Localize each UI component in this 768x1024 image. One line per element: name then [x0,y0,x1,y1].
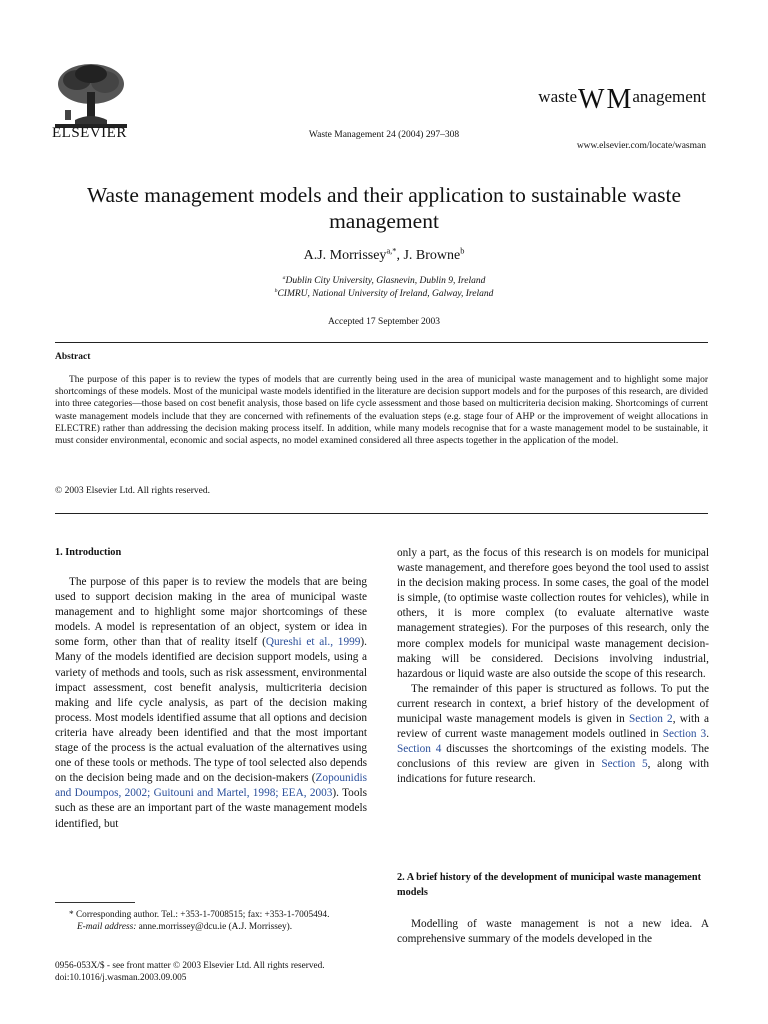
article-title: Waste management models and their application to sustainable waste management [86,183,682,233]
affiliation-b [0,288,768,301]
intro-paragraph-2 [397,682,709,788]
journal-citation: Waste Management 24 (2004) 297–308 [308,130,460,140]
journal-logo-m: M [606,84,632,115]
affiliation-b-text: CIMRU, National University of Ireland, Galway, Ireland [277,289,494,299]
author-separator: , [396,248,404,263]
intro-text-b: ). Many of the models identified are decision support models, using a variety of methods and tools, such as risk assessment, environmental impact assessment, cost benefit analysis, multicriteria decision making and life cycle analysis, as part of the decision making process. Most models identified assume that all options and decision criteria have already been identified and that the most important stage of the process is the actual evaluation of the alternatives using one of these tools or methods. The type of tool selected also depends on the decision being made and on the decision-makers ( [55,636,367,785]
section-2-paragraph-1: Modelling of waste management is not a new idea. A comprehensive summary of the models developed in the [397,918,709,946]
affiliation-a-text: Dublin City University, Glasnevin, Dublin 9, Ireland [285,276,486,286]
author-morrissey: A.J. Morrissey [303,248,387,263]
affiliation-b-mark: b [274,287,278,294]
abstract-text: The purpose of this paper is to review the types of models that are currently being used in the area of municipal waste management and to highlight some major shortcomings of these models. Most of the municipal waste models identified in the literature are decision support models and for the purposes of this research, are divided into three categories—those based on cost benefit analysis, those based on life cycle assessment and those based on multicriteria decision making. Shortcomings of current waste management models include that they are concerned with refinements of the evaluation steps (e.g. stage four of AHP or the improvement of weight allocations in ELECTRE) rather than addressing the decision making process itself. In addition, while many models recognise that for a waste management model to be sustainable, it must consider environmental, economic and social aspects, no model examined considered all three aspects together in the application of the model. [55,375,708,447]
journal-logo-w: W [578,84,605,115]
section-4-link[interactable]: Section 4 [397,743,442,756]
footnote-rule [55,902,135,903]
intro-text-c: ). Tools such as these are an important part of the waste management models identified, but [55,787,368,830]
section-5-link[interactable]: Section 5 [601,758,648,771]
elsevier-tree-logo [55,62,127,128]
journal-logo [538,84,706,116]
publisher-name: ELSEVIER [52,125,127,141]
abstract-top-rule [55,342,708,343]
affiliation-a [0,275,768,288]
intro-p2-text-c: . [706,728,710,741]
abstract-bottom-rule [55,513,708,514]
ref-link-qureshi[interactable]: Qureshi et al., 1999 [265,636,361,649]
right-column-body [397,546,709,788]
author-morrissey-affil-mark[interactable]: a,* [386,246,397,256]
intro-paragraph-1 [55,575,367,832]
issn-line: 0956-053X/$ - see front matter © 2003 Elsevier Ltd. All rights reserved. [55,961,325,971]
abstract-copyright: © 2003 Elsevier Ltd. All rights reserved. [55,486,210,496]
section-3-link[interactable]: Section 3 [662,728,707,741]
author-browne: J. Browne [403,248,461,263]
author-browne-affil-mark[interactable]: b [460,246,465,256]
left-column-body [55,575,367,832]
intro-paragraph-1-continued: only a part, as the focus of this research is on models for municipal waste management, and therefore goes beyond the tool used to assist in the decision making process. In some cases, the goal of the model is simple, (to optimise waste collection routes for vehicles), while in others, it is more complex (to evaluate alternative waste management strategies). For the purposes of this research, only the more complex models for municipal waste management decision-making will be considered. Decisions involving industrial, hazardous or liquid waste are also outside the scope of this research. [397,547,709,680]
journal-url-link[interactable]: www.elsevier.com/locate/wasman [576,141,706,151]
intro-p2-text-d: discusses the shortcomings of the existing models. The conclusions of this review are given in [397,743,709,771]
footnote-email [55,921,367,933]
section-2-heading: 2. A brief history of the development of municipal waste management models [397,872,702,898]
footnote-corresponding: * Corresponding author. Tel.: +353-1-7008515; fax: +353-1-7005494. [69,910,330,920]
journal-logo-part2: anagement [632,87,706,106]
affiliations [0,275,768,301]
intro-text-a: The purpose of this paper is to review the models that are being used to support decision making in the area of municipal waste management and to highlight some major shortcomings of these models. A model is representation of an object, system or idea in some form, other than that of reality itself ( [55,576,367,649]
doi-line[interactable]: doi:10.1016/j.wasman.2003.09.005 [55,973,187,984]
footnote [55,909,367,934]
front-matter [55,960,325,985]
accepted-date: Accepted 17 September 2003 [327,317,441,327]
footnote-email-address[interactable]: anne.morrissey@dcu.ie (A.J. Morrissey). [136,922,293,933]
section-1-heading: 1. Introduction [55,547,122,558]
section-2-body [397,917,709,947]
intro-p2-text-b: , with a review of current waste management models outlined in [397,713,710,741]
author-list [0,248,768,264]
intro-p2-text-e: , along with indications for future research. [397,758,709,786]
footnote-email-label: E-mail address: [77,922,137,933]
ref-link-zopounidis[interactable]: Zopounidis and Doumpos, 2002; Guitouni and Martel, 1998; EEA, 2003 [55,772,367,800]
affiliation-a-mark: a [282,274,286,281]
intro-p2-text-a: The remainder of this paper is structured as follows. To put the current research in context, a brief history of the development of municipal waste management models is given in [397,682,709,726]
abstract-heading: Abstract [55,352,91,362]
section-2-link[interactable]: Section 2 [628,713,673,726]
journal-logo-part1: waste [538,87,578,106]
